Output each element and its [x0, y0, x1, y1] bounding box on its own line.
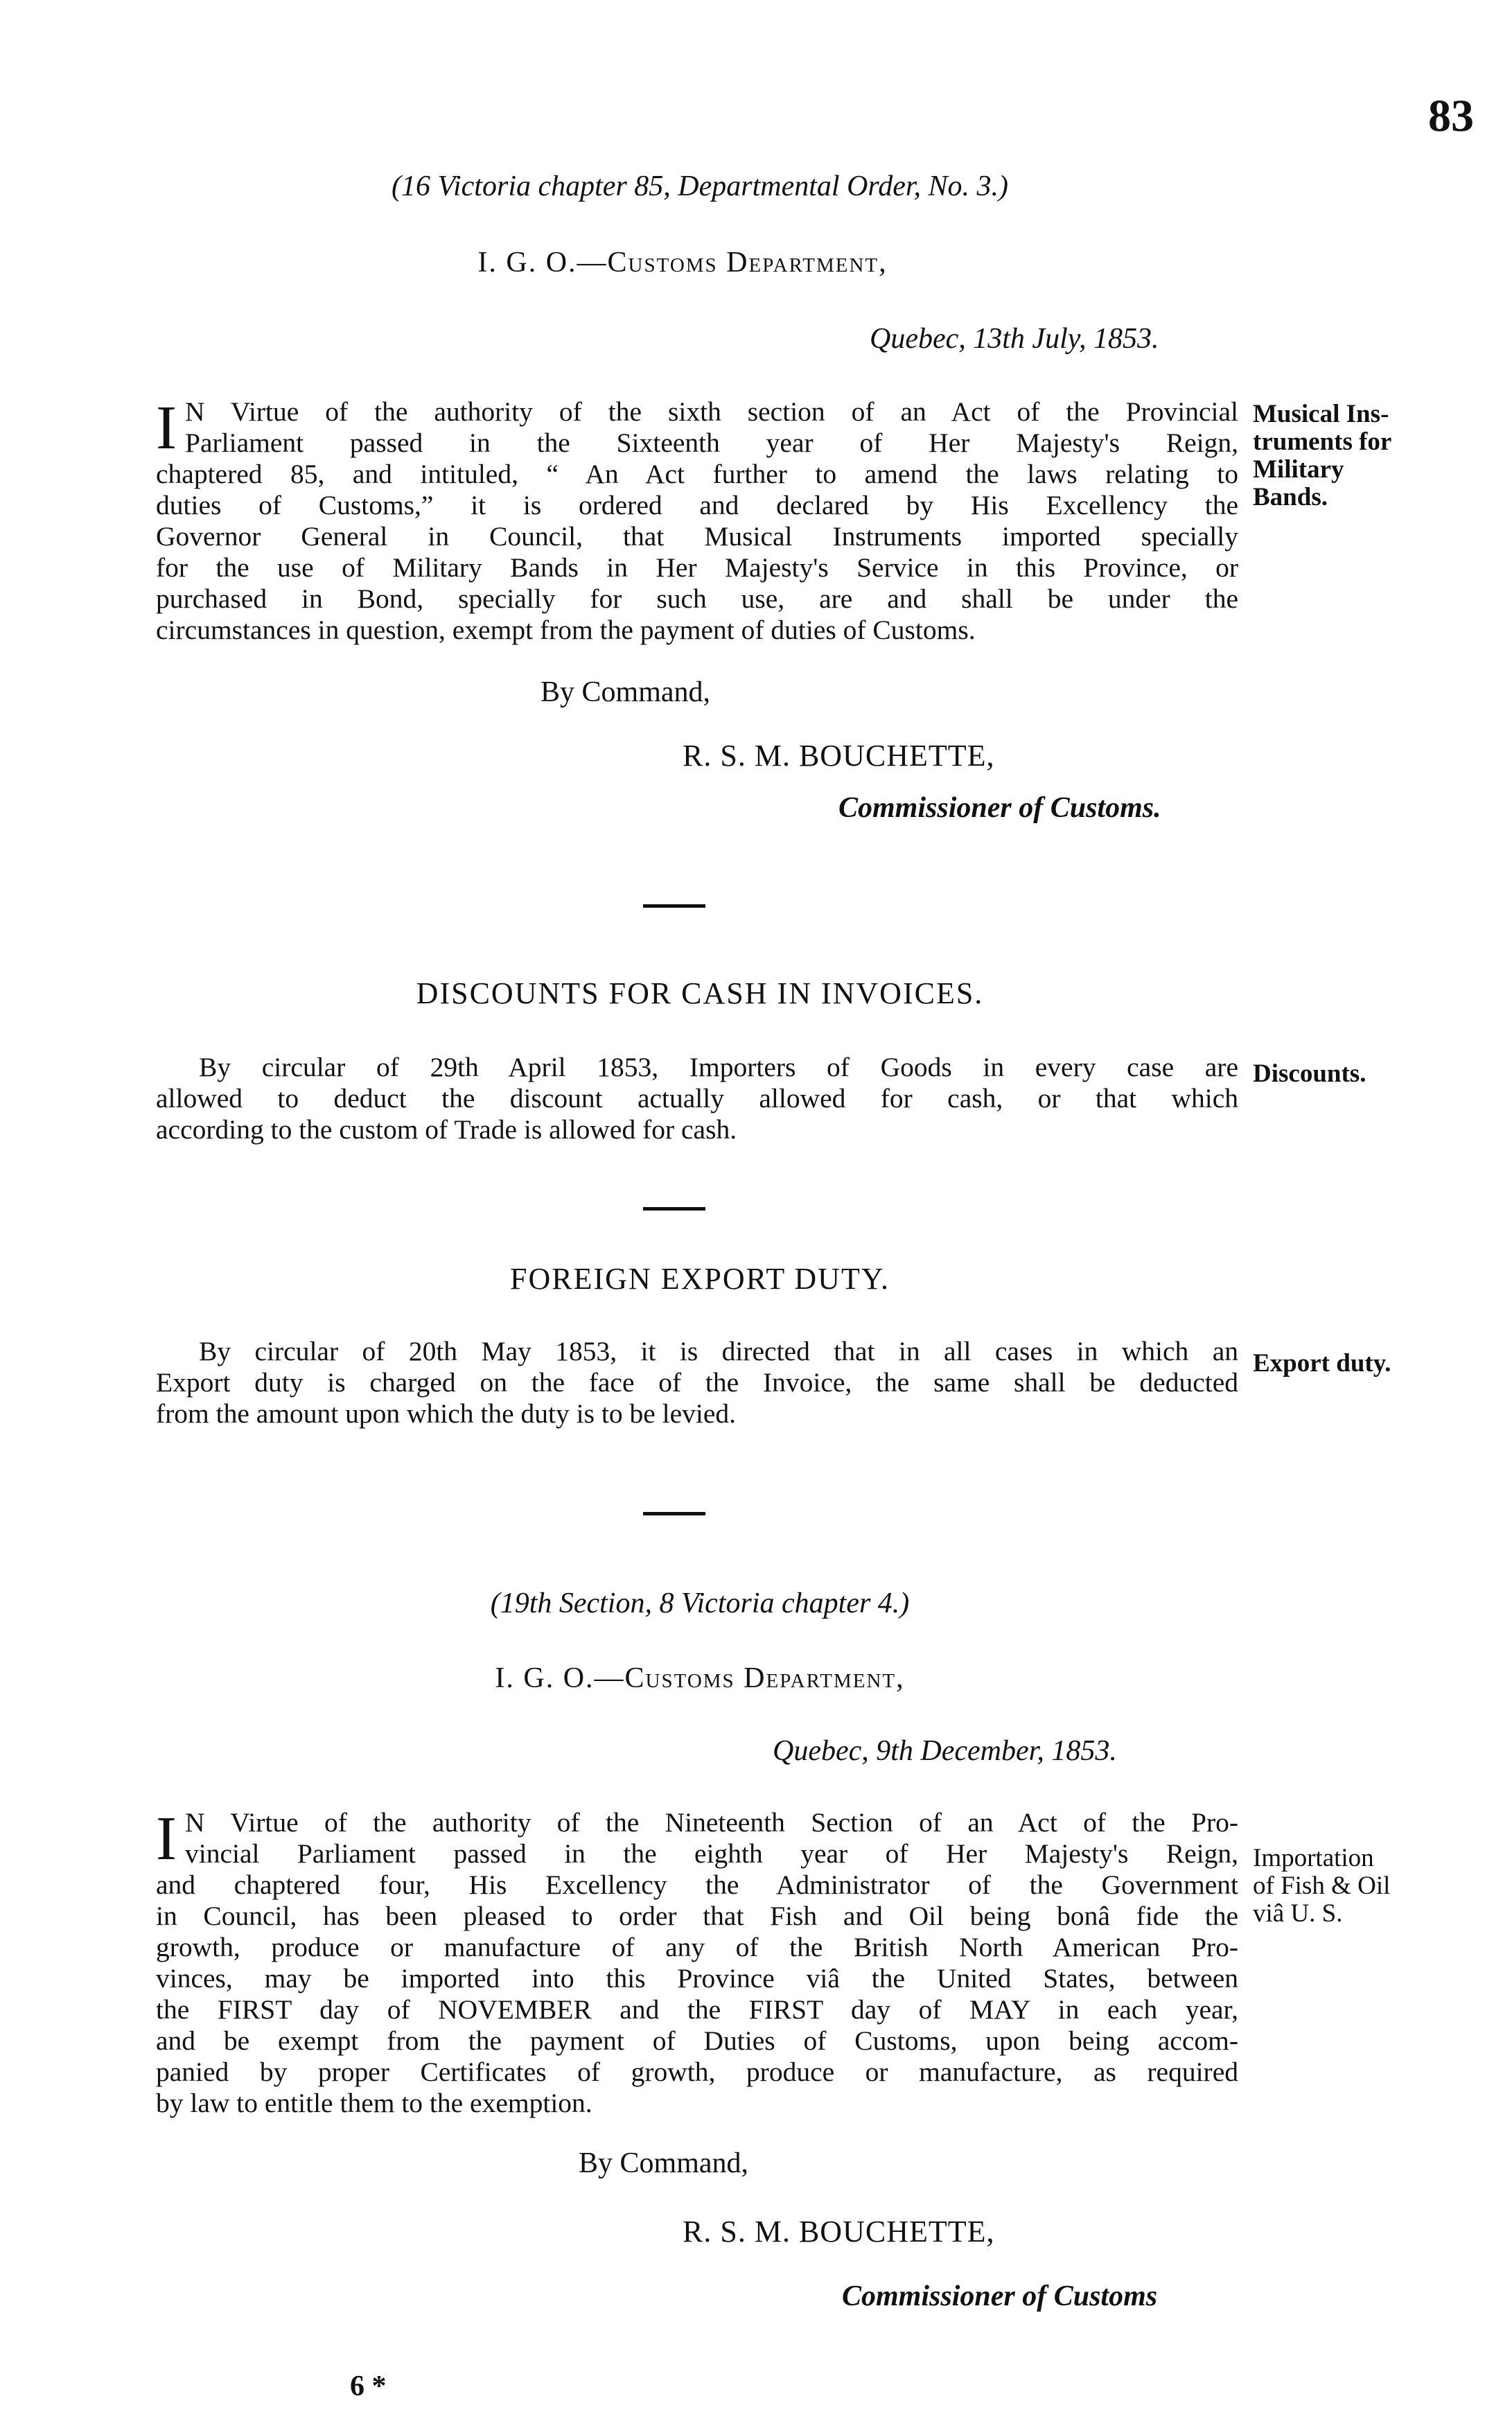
line: in Council, has been pleased to order that Fish and Oil being bonâ fide the	[156, 1901, 1238, 1931]
line: panied by proper Certificates of growth, produce or manufacture, as required	[156, 2057, 1238, 2087]
margin-note-line: viâ U. S.	[1253, 1899, 1343, 1928]
line: and be exempt from the payment of Duties of Customs, upon being accom-	[156, 2025, 1238, 2056]
line: growth, produce or manufacture of any of the British North American Pro-	[156, 1932, 1238, 1962]
line: vinces, may be imported into this Province viâ the United States, between	[156, 1963, 1238, 1994]
margin-note-line: Importation	[1253, 1844, 1374, 1872]
by-command-1: By Command,	[540, 676, 711, 708]
signatory-title-2: Commissioner of Customs	[842, 2280, 1158, 2312]
signatory-2: R. S. M. BOUCHETTE,	[683, 2215, 995, 2249]
margin-note-1	[1253, 401, 1502, 511]
dropcap-1: I	[156, 394, 177, 462]
page-number: 83	[1428, 91, 1474, 141]
line: purchased in Bond, specially for such use, are and shall be under the	[156, 583, 1238, 614]
date-2: Quebec, 9th December, 1853.	[773, 1735, 1117, 1767]
by-command-2: By Command,	[579, 2147, 749, 2179]
line: vincial Parliament passed in the eighth year of Her Majesty's Reign,	[184, 1838, 1238, 1869]
signatory-1: R. S. M. BOUCHETTE,	[683, 739, 995, 773]
order-paragraph-1	[156, 396, 1238, 646]
line: by law to entitle them to the exemption.	[156, 2088, 592, 2118]
signature-mark: 6 *	[350, 2370, 387, 2402]
line: for the use of Military Bands in Her Majesty's Service in this Province, or	[156, 552, 1238, 583]
citation-2: (19th Section, 8 Victoria chapter 4.)	[490, 1587, 910, 1619]
heading-export-duty: FOREIGN EXPORT DUTY.	[510, 1262, 890, 1296]
discounts-paragraph	[156, 1052, 1238, 1145]
divider	[643, 1512, 705, 1515]
line: N Virtue of the authority of the sixth section of an Act of the Provincial	[184, 396, 1238, 427]
margin-note-importation	[1253, 1845, 1502, 1928]
line: from the amount upon which the duty is to be levied.	[156, 1398, 737, 1429]
divider	[643, 1207, 705, 1211]
department-1: I. G. O.—Customs Department,	[477, 247, 888, 279]
line: Export duty is charged on the face of the Invoice, the same shall be deducted	[156, 1367, 1238, 1398]
department-2: I. G. O.—Customs Department,	[495, 1662, 905, 1694]
citation-1: (16 Victoria chapter 85, Departmental Order, No. 3.)	[391, 170, 1009, 202]
line: N Virtue of the authority of the Nineteenth Section of an Act of the Pro-	[184, 1807, 1238, 1838]
export-duty-paragraph	[156, 1336, 1238, 1429]
line: the FIRST day of NOVEMBER and the FIRST day of MAY in each year,	[156, 1994, 1238, 2025]
order-paragraph-2	[156, 1804, 1238, 2119]
margin-note-line: Musical Ins-	[1253, 400, 1389, 428]
date-1: Quebec, 13th July, 1853.	[870, 323, 1159, 355]
line: circumstances in question, exempt from the payment of duties of Customs.	[156, 615, 976, 645]
line: Parliament passed in the Sixteenth year of Her Majesty's Reign,	[184, 428, 1238, 458]
line: Governor General in Council, that Musical Instruments imported specially	[156, 521, 1238, 552]
line: By circular of 20th May 1853, it is directed that in all cases in which an	[199, 1336, 1238, 1366]
dropcap-2: I	[156, 1804, 177, 1873]
line: chaptered 85, and intituled, “ An Act further to amend the laws relating to	[156, 459, 1238, 489]
margin-note-line: of Fish & Oil	[1253, 1872, 1391, 1900]
margin-note-line: Military	[1253, 455, 1344, 484]
line: By circular of 29th April 1853, Importers of Goods in every case are	[199, 1052, 1238, 1082]
line: according to the custom of Trade is allowed for cash.	[156, 1114, 737, 1145]
margin-note-line: truments for	[1253, 428, 1392, 456]
margin-note-line: Export duty.	[1253, 1349, 1391, 1378]
margin-note-line: Bands.	[1253, 483, 1328, 511]
divider	[643, 904, 705, 908]
signatory-title-1: Commissioner of Customs.	[838, 792, 1161, 824]
line: and chaptered four, His Excellency the Administrator of the Government	[156, 1870, 1238, 1900]
margin-note-line: Discounts.	[1253, 1059, 1366, 1088]
line: duties of Customs,” it is ordered and declared by His Excellency the	[156, 490, 1238, 520]
line: allowed to deduct the discount actually allowed for cash, or that which	[156, 1083, 1238, 1114]
heading-discounts: DISCOUNTS FOR CASH IN INVOICES.	[416, 976, 984, 1010]
margin-note-discounts	[1253, 1060, 1502, 1088]
margin-note-export	[1253, 1350, 1502, 1378]
